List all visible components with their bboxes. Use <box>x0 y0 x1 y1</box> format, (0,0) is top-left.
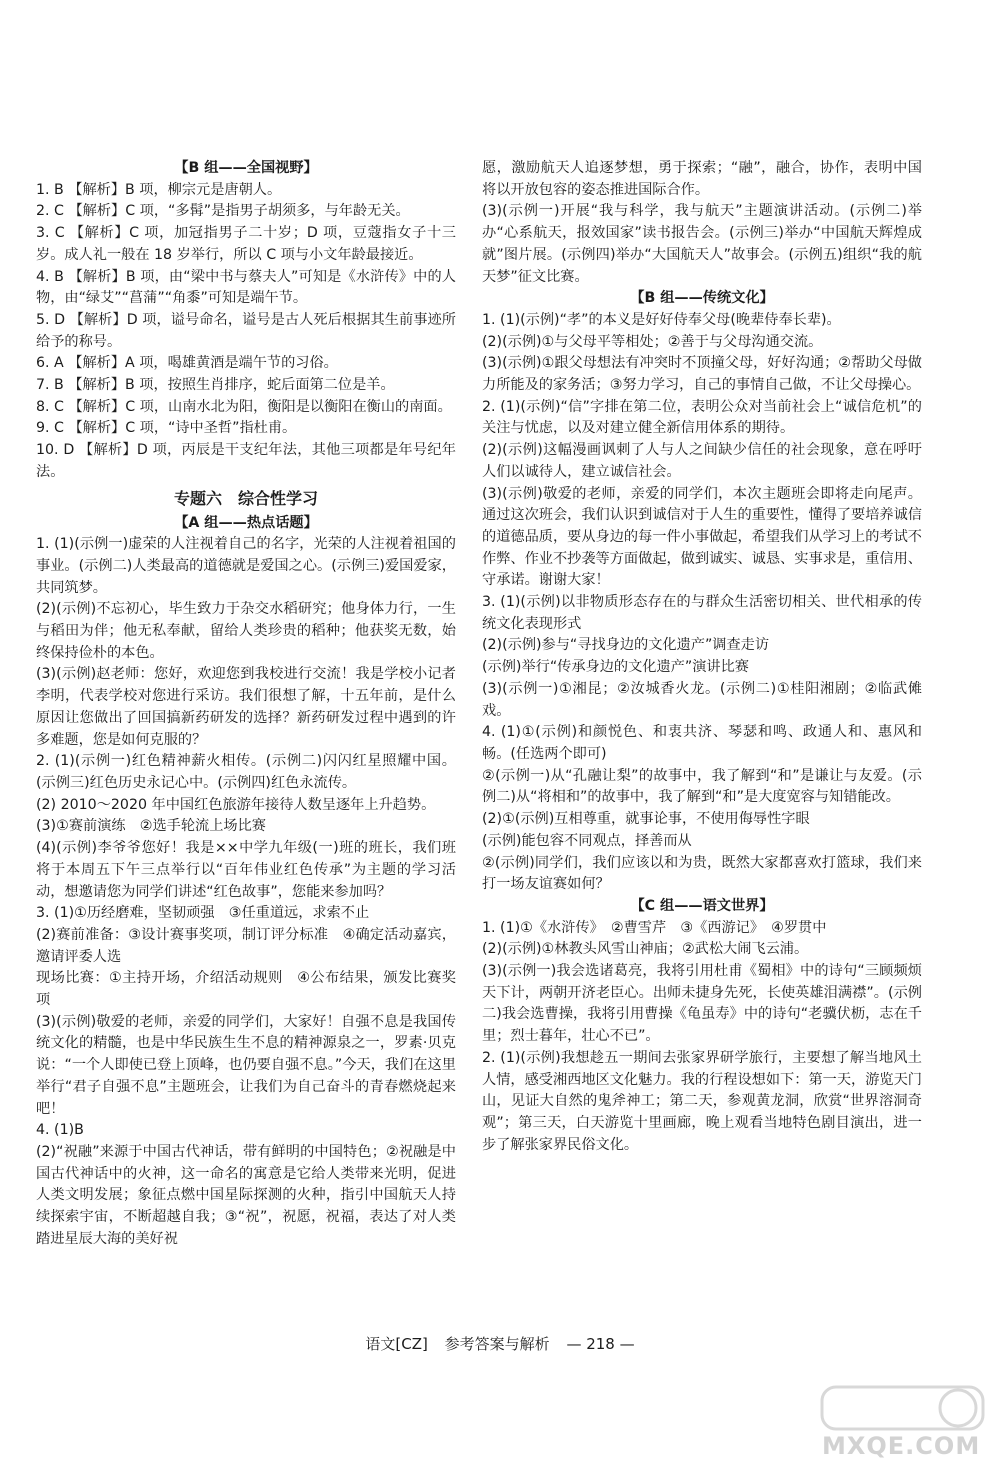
answer-paragraph: (3)(示例一)我会选诸葛亮，我将引用杜甫《蜀相》中的诗句“三顾频烦天下计，两朝开济老臣心。出师未捷身先死，长使英雄泪满襟”。(示例二)我会选曹操，我将引用曹操《龟虽寿》中的诗句“老骥伏枥，志在千里；烈士暮年，壮心不已”。 <box>482 963 922 1045</box>
group-heading: 【B 组——传统文化】 <box>630 290 774 307</box>
answer-paragraph: (3)(示例一)开展“我与科学，我与航天”主题演讲活动。(示例二)举办“心系航天，报效国家”读书报告会。(示例三)举办“中国航天辉煌成就”图片展。(示例四)举办“大国航天人”故事会。(示例五)组织“我的航天梦”征文比赛。 <box>482 203 922 285</box>
footer-section: 参考答案与解析 <box>444 1335 550 1353</box>
section-title: 专题六 综合性学习 <box>173 488 318 508</box>
answer-paragraph: 愿，激励航天人追逐梦想，勇于探索；“融”，融合，协作，表明中国将以开放包容的姿态推进国际合作。 <box>482 160 922 198</box>
answer-paragraph: (2)(示例)这幅漫画讽刺了人与人之间缺少信任的社会现象，意在呼吁人们以诚待人，建立诚信社会。 <box>482 442 922 480</box>
answer-paragraph: (2)“祝融”来源于中国古代神话，带有鲜明的中国特色；②祝融是中国古代神话中的火神，这一命名的寓意是它给人类带来光明，促进人类文明发展；象征点燃中国星际探测的火种，指引中国航天人持续探索宇宙，不断超越自我；③“祝”，祝愿，祝福，表达了对人类踏进星辰大海的美好祝 <box>36 1143 456 1247</box>
answer-paragraph: (2)①(示例)互相尊重，就事论事，不使用侮辱性字眼 <box>482 811 810 828</box>
answer-paragraph: (3)(示例一)①湘昆；②汝城香火龙。(示例二)①桂阳湘剧；②临武傩戏。 <box>482 680 922 719</box>
page-number: — 218 — <box>566 1335 635 1353</box>
answer-paragraph: 1. (1)(示例)“孝”的本义是好好侍奉父母(晚辈侍奉长辈)。 <box>482 311 841 328</box>
answer-paragraph: 2. (1)(示例)我想趁五一期间去张家界研学旅行，主要想了解当地风土人情，感受湘西地区文化魅力。我的行程设想如下：第一天，游览天门山，见证大自然的鬼斧神工；第二天，参观黄龙洞，欣赏“世界溶洞奇观”；第三天，白天游览十里画廊，晚上观看当地特色剧目演出，进一步了解张家界民俗文化。 <box>482 1049 922 1153</box>
answer-paragraph: 10. D 【解析】D 项，丙辰是干支纪年法，其他三项都是年号纪年法。 <box>36 442 456 480</box>
answer-paragraph: 7. B 【解析】B 项，按照生肖排序，蛇后面第二位是羊。 <box>36 377 395 394</box>
answer-paragraph: 4. (1)B <box>36 1122 84 1139</box>
right-column <box>482 158 922 1156</box>
answer-paragraph: 现场比赛：①主持开场，介绍活动规则 ④公布结果，颁发比赛奖项 <box>36 970 456 1009</box>
answer-paragraph: 2. (1)(示例)“信”字排在第二位，表明公众对当前社会上“诚信危机”的关注与忧虑，以及对建立健全新信用体系的期待。 <box>482 398 922 437</box>
answer-paragraph: 9. C 【解析】C 项，“诗中圣哲”指杜甫。 <box>36 420 297 437</box>
answer-paragraph: (3)(示例)敬爱的老师，亲爱的同学们，大家好！自强不息是我国传统文化的精髓，也是中华民族生生不息的精神源泉之一，罗素·贝克说：“一个人即使已登上顶峰，也仍要自强不息。”今天，我们在这里举行“君子自强不息”主题班会，让我们为自己奋斗的青春燃烧起来吧！ <box>36 1013 456 1117</box>
left-column <box>36 158 456 1250</box>
watermark-logo <box>820 1383 985 1433</box>
footer-subject: 语文[CZ] <box>365 1335 428 1353</box>
answer-paragraph: (3)①赛前演练 ②选手轮流上场比赛 <box>36 818 266 835</box>
group-heading: 【C 组——语文世界】 <box>630 897 774 914</box>
answer-paragraph: ②(示例一)从“孔融让梨”的故事中，我了解到“和”是谦让与友爱。(示例二)从“将相和”的故事中，我了解到“和”是大度宽容与知错能改。 <box>482 767 922 806</box>
answer-paragraph: 8. C 【解析】C 项，山南水北为阳，衡阳是以衡阳在衡山的南面。 <box>36 398 452 415</box>
answer-paragraph: 5. D 【解析】D 项，谥号命名，谥号是古人死后根据其生前事迹所给予的称号。 <box>36 311 456 350</box>
watermark-url: MXQE.COM <box>822 1432 981 1460</box>
group-heading: 【A 组——热点话题】 <box>174 514 318 531</box>
answer-paragraph: 1. (1)(示例一)虚荣的人注视着自己的名字，光荣的人注视着祖国的事业。(示例二)人类最高的道德就是爱国之心。(示例三)爱国爱家，共同筑梦。 <box>36 536 456 596</box>
answer-paragraph: (4)(示例)李爷爷您好！我是××中学九年级(一)班的班长，我们班将于本周五下午三点举行以“百年伟业红色传承”为主题的学习活动，想邀请您为同学们讲述“红色故事”，您能来参加吗？ <box>36 840 456 900</box>
answer-paragraph: (示例)举行“传承身边的文化遗产”演讲比赛 <box>482 659 749 676</box>
answer-paragraph: ②(示例)同学们，我们应该以和为贵，既然大家都喜欢打篮球，我们来打一场友谊赛如何？ <box>482 854 922 893</box>
answer-paragraph: 1. B 【解析】B 项，柳宗元是唐朝人。 <box>36 181 282 198</box>
answer-paragraph: 3. C 【解析】C 项，加冠指男子二十岁；D 项，豆蔻指女子十三岁。成人礼一般在 18 岁举行，所以 C 项与小文年龄最接近。 <box>36 225 456 263</box>
answer-paragraph: (2)赛前准备：③设计赛事奖项，制订评分标准 ④确定活动嘉宾，邀请评委人选 <box>36 926 456 965</box>
answer-paragraph: (3)(示例)敬爱的老师，亲爱的同学们，本次主题班会即将走向尾声。通过这次班会，我们认识到诚信对于人生的重要性，懂得了要培养诚信的道德品质，要从身边的每一件小事做起，希望我们从学习上的考试不作弊、作业不抄袭等方面做起，做到诚实、诚恳、实事求是，重信用、守承诺。谢谢大家！ <box>482 485 922 589</box>
answer-paragraph: (2)(示例)不忘初心，毕生致力于杂交水稻研究；他身体力行，一生与稻田为伴；他无私奉献，留给人类珍贵的稻种；他获奖无数，始终保持俭朴的本色。 <box>36 601 456 661</box>
answer-paragraph: (2)(示例)参与“寻找身边的文化遗产”调查走访 <box>482 637 770 654</box>
answer-paragraph: 4. B 【解析】B 项，由“梁中书与蔡夫人”可知是《水浒传》中的人物，由“绿艾”“菖蒲”“角黍”可知是端午节。 <box>36 268 456 307</box>
answer-paragraph: (2)(示例)①与父母平等相处；②善于与父母沟通交流。 <box>482 333 823 350</box>
page-footer <box>0 1333 1000 1354</box>
answer-paragraph: (3)(示例)赵老师：您好，欢迎您到我校进行交流！我是学校小记者李明，代表学校对您进行采访。我们很想了解，十五年前，是什么原因让您做出了回国搞新药研发的选择？新药研发过程中遇到的许多难题，您是如何克服的？ <box>36 666 456 748</box>
answer-paragraph: (3)(示例)①跟父母想法有冲突时不顶撞父母，好好沟通；②帮助父母做力所能及的家务活；③努力学习，自己的事情自己做，不让父母操心。 <box>482 355 922 394</box>
answer-paragraph: 3. (1)①历经磨难，坚韧顽强 ③任重道远，求索不止 <box>36 905 370 922</box>
answer-paragraph: (示例)能包容不同观点，择善而从 <box>482 832 692 849</box>
group-heading: 【B 组——全国视野】 <box>174 160 318 176</box>
answer-paragraph: 4. (1)①(示例)和颜悦色、和衷共济、琴瑟和鸣、政通人和、惠风和畅。(任选两个即可) <box>482 724 922 762</box>
answer-paragraph: 2. C 【解析】C 项，“多髯”是指男子胡须多，与年龄无关。 <box>36 203 410 220</box>
answer-paragraph: 2. (1)(示例一)红色精神薪火相传。(示例二)闪闪红星照耀中国。(示例三)红色历史永记心中。(示例四)红色永流传。 <box>36 753 456 791</box>
answer-paragraph: 1. (1)①《水浒传》 ②曹雪芹 ③《西游记》 ④罗贯中 <box>482 919 827 936</box>
answer-paragraph: 6. A 【解析】A 项，喝雄黄酒是端午节的习俗。 <box>36 355 338 372</box>
answer-paragraph: 3. (1)(示例)以非物质形态存在的与群众生活密切相关、世代相承的传统文化表现形式 <box>482 594 922 632</box>
answer-paragraph: (2) 2010～2020 年中国红色旅游年接待人数呈逐年上升趋势。 <box>36 796 436 813</box>
answer-paragraph: (2)(示例)①林教头风雪山神庙；②武松大闹飞云浦。 <box>482 941 809 958</box>
